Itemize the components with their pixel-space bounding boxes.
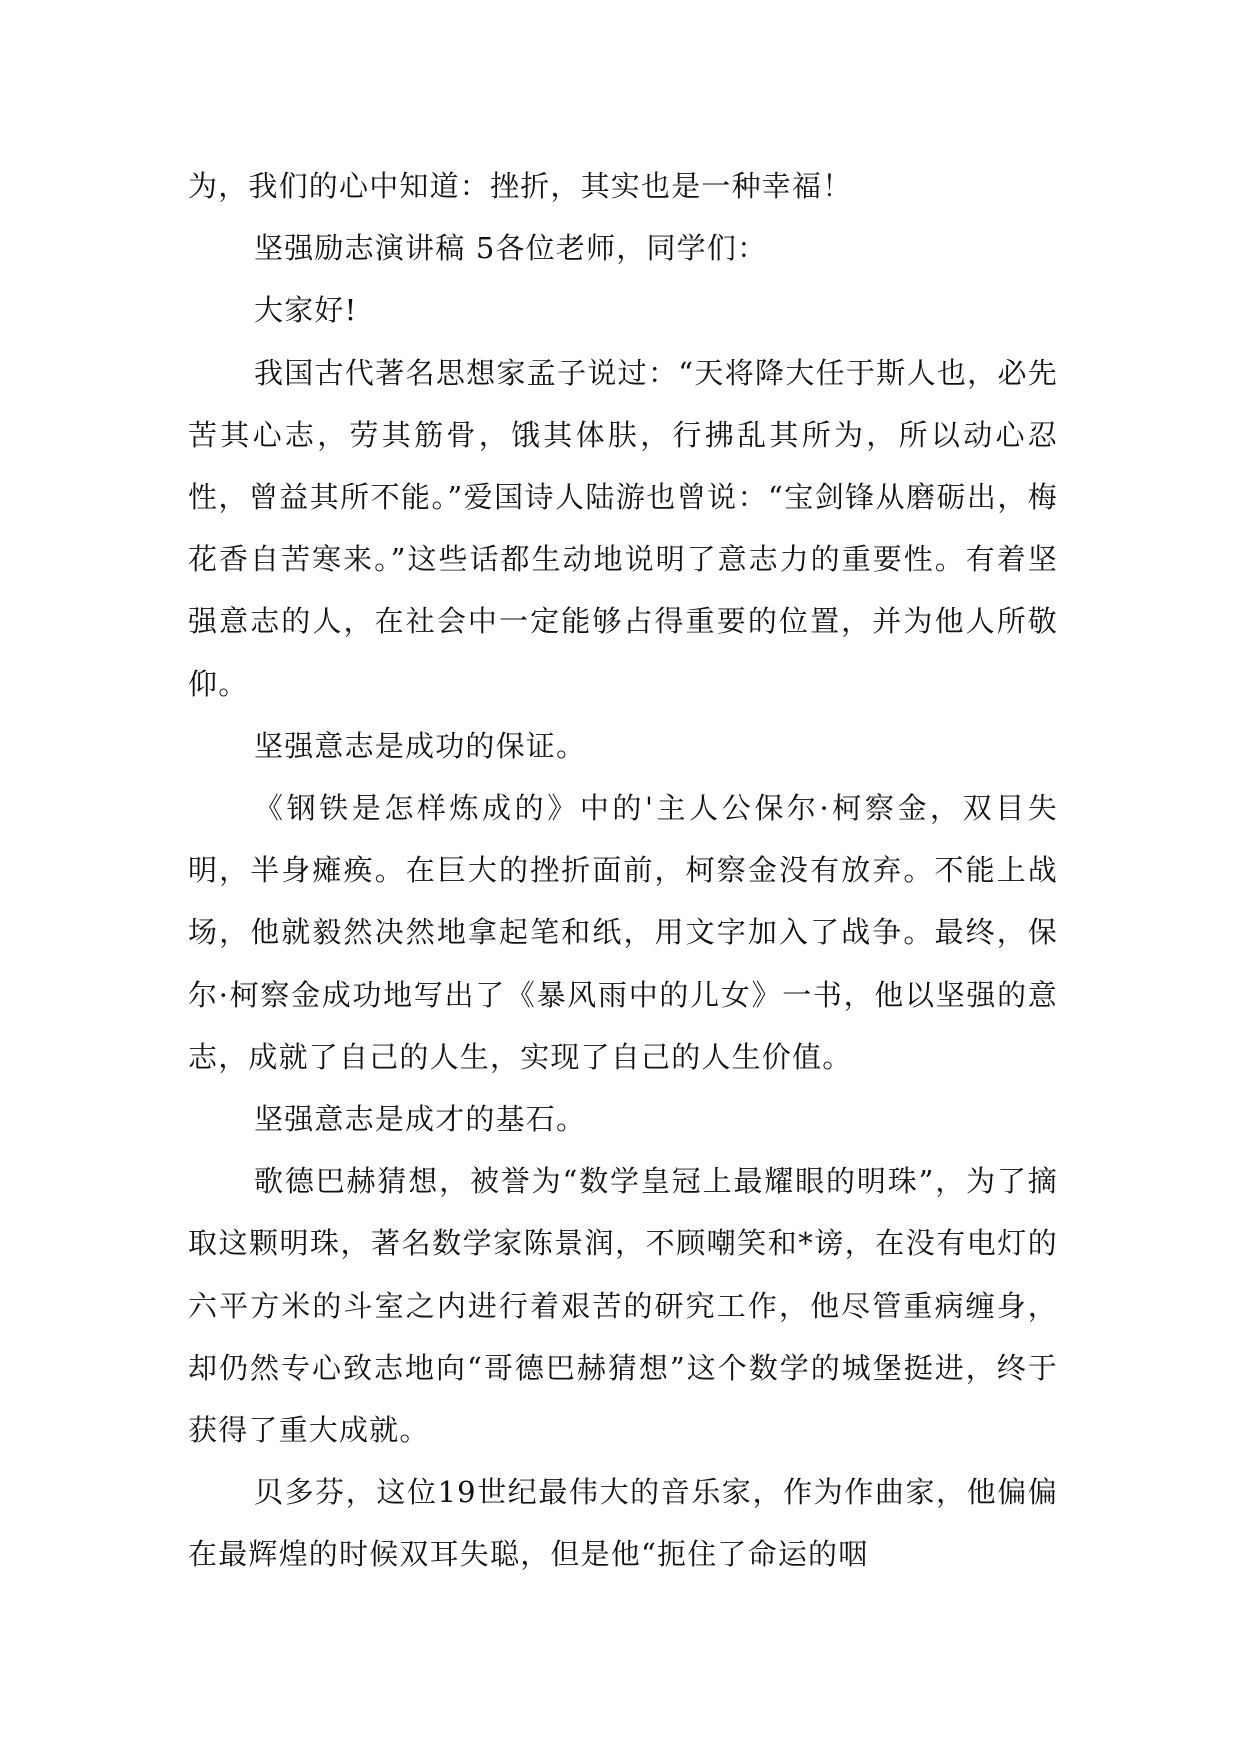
document-body xyxy=(188,155,1058,1586)
paragraph-heading-talent: 坚强意志是成才的基石。 xyxy=(254,1102,587,1137)
paragraph-greeting: 大家好! xyxy=(254,293,358,328)
paragraph-goldbach: 歌德巴赫猜想，被誉为“数学皇冠上最耀眼的明珠”，为了摘取这颗明珠，著名数学家陈景润，不顾嘲笑和*谤，在没有电灯的六平方米的斗室之内进行着艰苦的研究工作，他尽管重病缠身，却仍然专心致志地向“哥德巴赫猜想”这个数学的城堡挺进，终于获得了重大成就。 xyxy=(188,1164,1058,1448)
paragraph-speech-title: 坚强励志演讲稿 5各位老师，同学们： xyxy=(254,231,768,266)
paragraph-mencius-quote: 我国古代著名思想家孟子说过：“天将降大任于斯人也，必先苦其心志，劳其筋骨，饿其体肤，行拂乱其所为，所以动心忍性，曾益其所不能。”爱国诗人陆游也曾说：“宝剑锋从磨砺出，梅花香自苦寒来。”这些话都生动地说明了意志力的重要性。有着坚强意志的人，在社会中一定能够占得重要的位置，并为他人所敬仰。 xyxy=(188,355,1058,701)
paragraph-heading-success: 坚强意志是成功的保证。 xyxy=(254,728,587,763)
paragraph-beethoven: 贝多芬，这位19世纪最伟大的音乐家，作为作曲家，他偏偏在最辉煌的时候双耳失聪，但是他“扼住了命运的咽 xyxy=(188,1475,1058,1572)
paragraph-continuation: 为，我们的心中知道：挫折，其实也是一种幸福！ xyxy=(188,169,853,203)
paragraph-korchagin: 《钢铁是怎样炼成的》中的'主人公保尔·柯察金，双目失明，半身瘫痪。在巨大的挫折面前，柯察金没有放弃。不能上战场，他就毅然决然地拿起笔和纸，用文字加入了战争。最终，保尔·柯察金成功地写出了《暴风雨中的儿女》一书，他以坚强的意志，成就了自己的人生，实现了自己的人生价值。 xyxy=(188,791,1058,1074)
